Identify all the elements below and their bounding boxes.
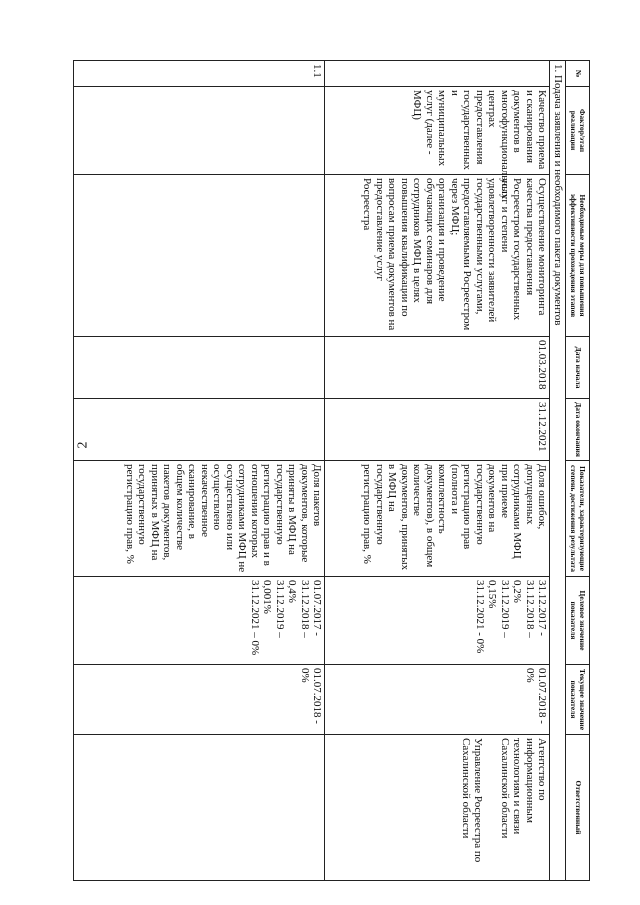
target-value-2: 31.12.2019 – 0,001% [261, 580, 286, 638]
target-value-1: 31.12.2017 - 31.12.2018 – 0,2% [511, 580, 549, 638]
cell-indicator: Доля ошибок, допущенных сотрудниками МФЦ при приеме документов на государственную регистрацию прав (полнота и комплектность документов), в общем количестве документов, принятых в МФЦ на государственную регистрацию прав, % [325, 461, 550, 577]
header-start-date: Дата начала [566, 337, 590, 399]
cell-current-value: 01.07.2018 - 0% [325, 665, 550, 735]
target-value-2: 31.12.2019 – 0,15% [486, 580, 511, 638]
header-target-value: Целевое значение показателя [566, 577, 590, 665]
cell-end-date: 31.12.2021 [325, 399, 550, 461]
cell-end-date [74, 399, 325, 461]
document-table [74, 60, 591, 881]
cell-current-value: 01.07.2018 - 0% [74, 665, 325, 735]
cell-measures [325, 175, 550, 337]
header-current-value: Текущее значение показателя [566, 665, 590, 735]
cell-target-value [74, 577, 325, 665]
target-value-3: 31.12.2021 - 0% [474, 580, 486, 654]
table-row [74, 61, 325, 881]
rotated-table-container [50, 60, 590, 880]
page-number: 2 [75, 441, 91, 449]
header-indicators: Показатели, характеризующие степень достижения результата [566, 461, 590, 577]
header-end-date: Дата окончания [566, 399, 590, 461]
cell-responsible [74, 735, 325, 881]
cell-factor [74, 87, 325, 175]
header-factor: Фактор/этап реализации [566, 87, 590, 175]
cell-num: 1.1 [74, 61, 325, 87]
cell-num [325, 61, 550, 87]
measures-seminars: организация и проведение обучающих семинаров для сотрудников МФЦ в целях повышения квалификации по вопросам приема документов на предоставление услуг Росреестра [361, 178, 449, 331]
target-value-3: 31.12.2021 – 0% [249, 580, 261, 656]
header-measures: Необходимые меры для повышения эффективности прохождения этапов [566, 175, 590, 337]
cell-start-date: 01.03.2018 [325, 337, 550, 399]
cell-target-value [325, 577, 550, 665]
table-header-row [566, 61, 590, 881]
table-row [325, 61, 550, 881]
cell-factor: Качество приема и сканирования документов в многофункциональных центрах предоставления государственных и муниципальных услуг (далее - МФЦ) [325, 87, 550, 175]
responsible-agency: Агентство по информационным технологиям и связи Сахалинской области [499, 738, 549, 839]
responsible-rosreestr: Управление Росреестра по Сахалинской области [460, 738, 485, 863]
cell-indicator: Доля пакетов документов, которые приняты в МФЦ на государственную регистрацию прав и в отношении которых сотрудниками МФЦ не осуществлено или осуществлено некачественное сканирование, в общем количестве пакетов документов, принятых в МФЦ на государственную регистрацию прав, % [74, 461, 325, 577]
measures-monitoring: Осуществление мониторинга качества предоставления Росреестром государственных услуг и степени удовлетворенности заявителей государственными услугами, предоставляемыми Росреестром через МФЦ; [449, 178, 549, 331]
cell-start-date [74, 337, 325, 399]
target-value-1: 01.07.2017 - 31.12.2018 – 0,4% [286, 580, 324, 638]
cell-measures [74, 175, 325, 337]
cell-responsible [325, 735, 550, 881]
section-title: 1. Подача заявления и необходимого пакета документов [550, 61, 566, 881]
section-row [550, 61, 566, 881]
header-num: № [566, 61, 590, 87]
header-responsible: Ответственный [566, 735, 590, 881]
